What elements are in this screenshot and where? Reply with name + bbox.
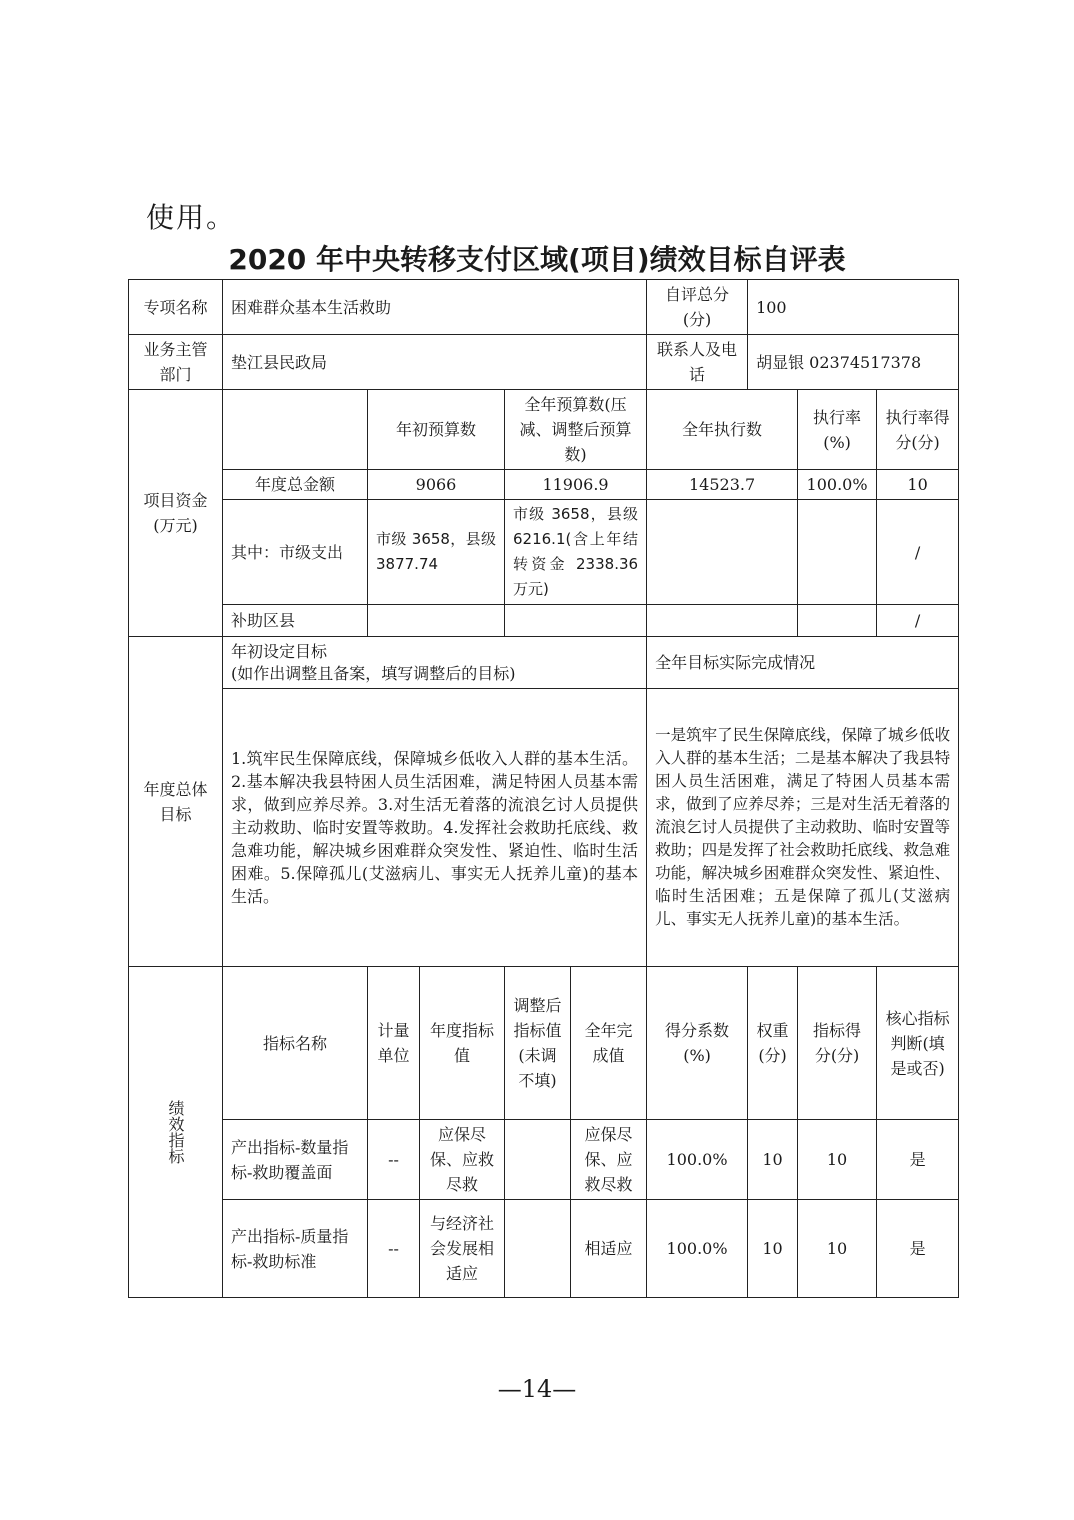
lead-text: 使用。 bbox=[146, 201, 237, 234]
row-total-score: 10 bbox=[877, 470, 959, 500]
indicator-core: 是 bbox=[877, 1200, 959, 1298]
indicators-section-label: 绩效指标 bbox=[166, 1100, 185, 1164]
indicator-coef: 100.0% bbox=[647, 1120, 748, 1200]
row-subsidy-label: 补助区县 bbox=[223, 605, 368, 637]
page-number: —14— bbox=[497, 1375, 577, 1403]
row-city-label: 其中：市级支出 bbox=[223, 500, 368, 605]
col-executed: 全年执行数 bbox=[647, 390, 798, 470]
indicator-weight: 10 bbox=[748, 1200, 798, 1298]
row-city-rate bbox=[798, 500, 877, 605]
row-subsidy-exec bbox=[647, 605, 798, 637]
row-total-full: 11906.9 bbox=[505, 470, 647, 500]
contact-label: 联系人及电话 bbox=[647, 335, 748, 390]
goals-set-header: 年初设定目标 (如作出调整且备案，填写调整后的目标) bbox=[223, 637, 647, 689]
page-title: 2020 年中央转移支付区域(项目)绩效目标自评表 bbox=[228, 243, 846, 276]
indicator-adjusted bbox=[505, 1120, 571, 1200]
evaluation-table bbox=[128, 279, 959, 1298]
row-city-full: 市级 3658，县级 6216.1(含上年结转资金 2338.36 万元) bbox=[505, 500, 647, 605]
indicator-target: 应保尽保、应救尽救 bbox=[420, 1120, 505, 1200]
funds-header-blank bbox=[223, 390, 368, 470]
item-name-value: 困难群众基本生活救助 bbox=[223, 280, 647, 335]
row-subsidy-initial bbox=[368, 605, 505, 637]
indicator-name: 产出指标-质量指标-救助标准 bbox=[223, 1200, 368, 1298]
hdr-annual-target: 年度指标值 bbox=[420, 967, 505, 1120]
row-total-initial: 9066 bbox=[368, 470, 505, 500]
indicator-unit: -- bbox=[368, 1200, 420, 1298]
goals-section-label: 年度总体目标 bbox=[129, 637, 223, 967]
dept-label: 业务主管部门 bbox=[129, 335, 223, 390]
indicator-core: 是 bbox=[877, 1120, 959, 1200]
goals-set-text: 1.筑牢民生保障底线，保障城乡低收入人群的基本生活。2.基本解决我县特困人员生活困难，满足特困人员基本需求，做到应养尽养。3.对生活无着落的流浪乞讨人员提供主动救助、临时安置等救助。4.发挥社会救助托底线、救急难功能，解决城乡困难群众突发性、紧迫性、临时生活困难。5.保障孤儿(艾滋病儿、事实无人抚养儿童)的基本生活。 bbox=[223, 689, 647, 967]
row-city-exec bbox=[647, 500, 798, 605]
col-exec-rate: 执行率(%) bbox=[798, 390, 877, 470]
row-city-initial: 市级 3658，县级 3877.74 bbox=[368, 500, 505, 605]
indicator-adjusted bbox=[505, 1200, 571, 1298]
row-subsidy-full bbox=[505, 605, 647, 637]
indicator-unit: -- bbox=[368, 1120, 420, 1200]
hdr-score-coef: 得分系数(%) bbox=[647, 967, 748, 1120]
contact-value: 胡显银 02374517378 bbox=[748, 335, 959, 390]
item-name-label: 专项名称 bbox=[129, 280, 223, 335]
row-subsidy-rate bbox=[798, 605, 877, 637]
hdr-unit: 计量单位 bbox=[368, 967, 420, 1120]
col-full-year-budget: 全年预算数(压减、调整后预算数) bbox=[505, 390, 647, 470]
row-total-rate: 100.0% bbox=[798, 470, 877, 500]
score-label: 自评总分(分) bbox=[647, 280, 748, 335]
indicator-actual: 相适应 bbox=[571, 1200, 647, 1298]
col-rate-score: 执行率得分(分) bbox=[877, 390, 959, 470]
hdr-indicator-score: 指标得分(分) bbox=[798, 967, 877, 1120]
col-initial-budget: 年初预算数 bbox=[368, 390, 505, 470]
table-row bbox=[129, 1120, 959, 1200]
indicators-section-cell bbox=[129, 967, 223, 1298]
indicator-score: 10 bbox=[798, 1120, 877, 1200]
indicator-score: 10 bbox=[798, 1200, 877, 1298]
hdr-core-judgement: 核心指标判断(填是或否) bbox=[877, 967, 959, 1120]
dept-value: 垫江县民政局 bbox=[223, 335, 647, 390]
indicator-actual: 应保尽保、应救尽救 bbox=[571, 1120, 647, 1200]
hdr-actual-value: 全年完成值 bbox=[571, 967, 647, 1120]
goals-actual-text: 一是筑牢了民生保障底线，保障了城乡低收入人群的基本生活；二是基本解决了我县特困人员生活困难，满足了特困人员基本需求，做到了应养尽养；三是对生活无着落的流浪乞讨人员提供了主动救助、临时安置等救助；四是发挥了社会救助托底线、救急难功能，解决城乡困难群众突发性、紧迫性、临时生活困难；五是保障了孤儿(艾滋病儿、事实无人抚养儿童)的基本生活。 bbox=[647, 689, 959, 967]
score-value: 100 bbox=[748, 280, 959, 335]
goals-actual-header: 全年目标实际完成情况 bbox=[647, 637, 959, 689]
hdr-adjusted-target: 调整后指标值(未调不填) bbox=[505, 967, 571, 1120]
row-city-score: / bbox=[877, 500, 959, 605]
row-subsidy-score: / bbox=[877, 605, 959, 637]
row-total-exec: 14523.7 bbox=[647, 470, 798, 500]
row-total-label: 年度总金额 bbox=[223, 470, 368, 500]
indicator-target: 与经济社会发展相适应 bbox=[420, 1200, 505, 1298]
indicator-coef: 100.0% bbox=[647, 1200, 748, 1298]
table-row bbox=[129, 1200, 959, 1298]
funds-section-label: 项目资金(万元) bbox=[129, 390, 223, 637]
hdr-weight: 权重(分) bbox=[748, 967, 798, 1120]
hdr-indicator-name: 指标名称 bbox=[223, 967, 368, 1120]
indicator-name: 产出指标-数量指标-救助覆盖面 bbox=[223, 1120, 368, 1200]
indicator-weight: 10 bbox=[748, 1120, 798, 1200]
